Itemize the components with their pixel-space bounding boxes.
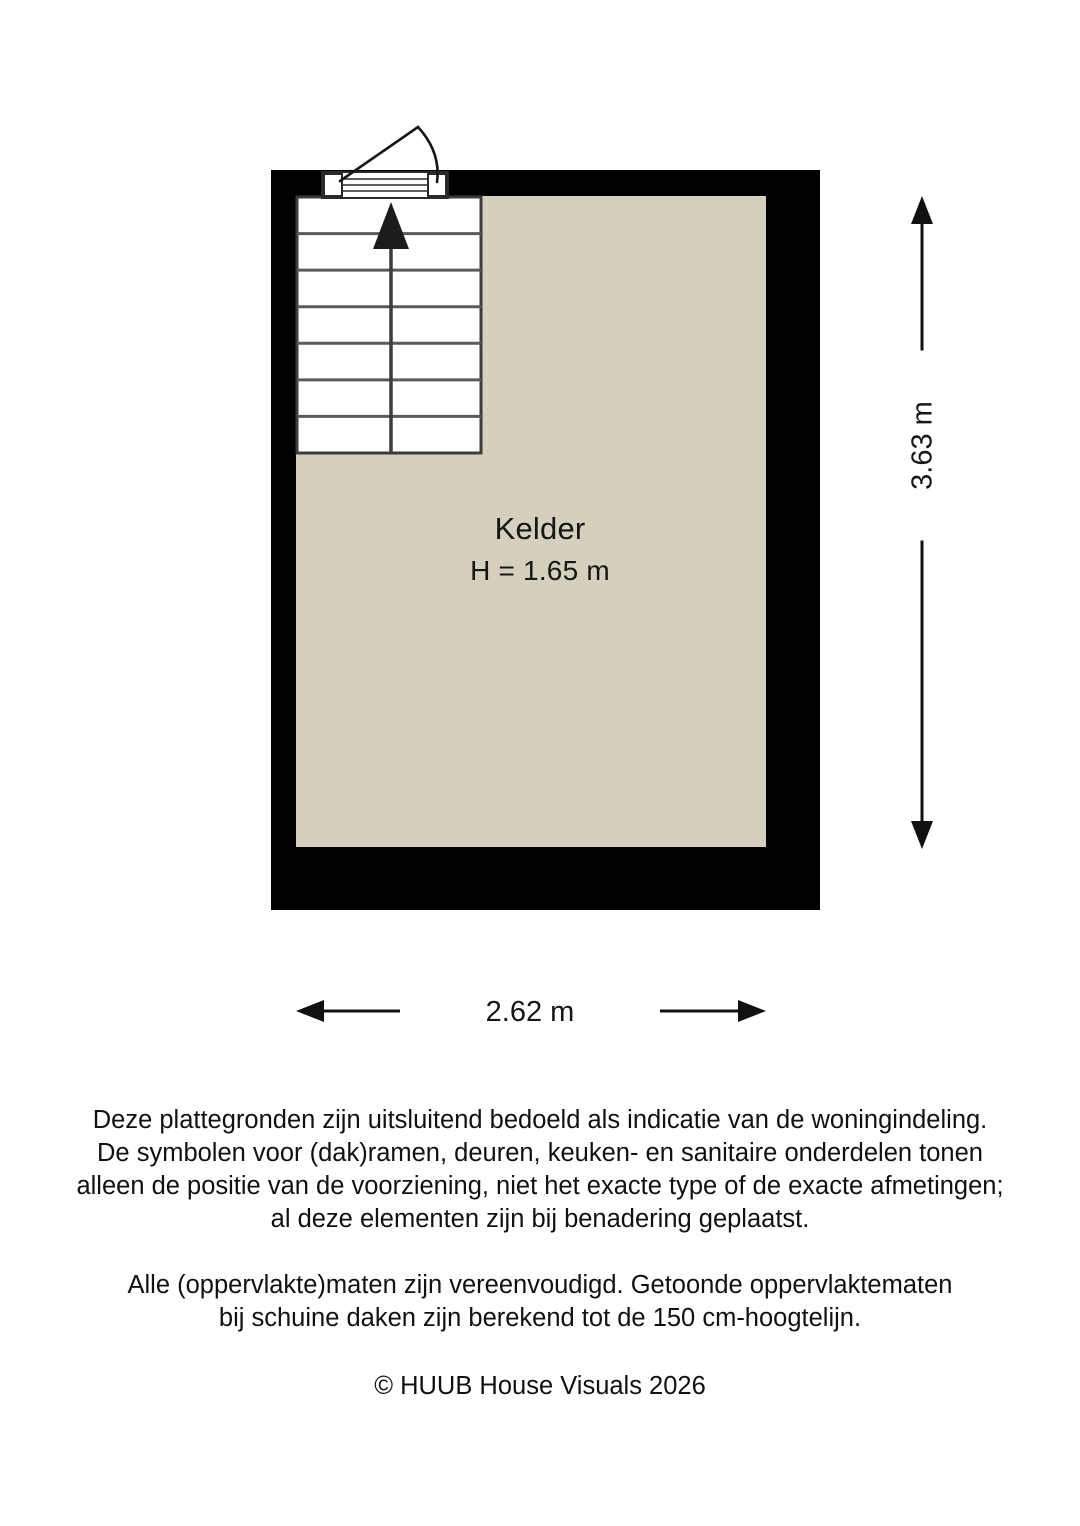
dimension-height-label: 3.63 m <box>905 351 942 541</box>
dimension-arrow-right-icon <box>738 1000 766 1022</box>
copyright-label: © HUUB House Visuals 2026 <box>374 1372 706 1400</box>
room-name-label: Kelder <box>494 511 586 546</box>
dimension-width-label: 2.62 m <box>400 994 660 1031</box>
room-height-label: H = 1.65 m <box>470 555 610 586</box>
disclaimer-line: Deze plattegronden zijn uitsluitend bedoeld als indicatie van de woningindeling. <box>92 1106 988 1134</box>
dimension-arrow-up-icon <box>911 196 933 224</box>
disclaimer-paragraph-2 <box>0 1269 1080 1335</box>
disclaimer-line: bij schuine daken zijn berekend tot de 150 cm-hoogtelijn. <box>218 1304 862 1332</box>
disclaimer-line: alleen de positie van de voorziening, niet het exacte type of de exacte afmetingen; <box>76 1172 1004 1200</box>
disclaimer-paragraph-1 <box>0 1104 1080 1236</box>
disclaimer-line: Alle (oppervlakte)maten zijn vereenvoudigd. Getoonde oppervlaktematen <box>127 1271 953 1299</box>
disclaimer-line: al deze elementen zijn bij benadering geplaatst. <box>270 1205 810 1233</box>
window-icon <box>322 172 448 198</box>
dimension-arrow-down-icon <box>911 821 933 849</box>
staircase-icon <box>297 197 481 453</box>
dimension-arrow-left-icon <box>296 1000 324 1022</box>
disclaimer-block <box>0 1104 1080 1403</box>
disclaimer-line: De symbolen voor (dak)ramen, deuren, keuken- en sanitaire onderdelen tonen <box>97 1139 983 1167</box>
